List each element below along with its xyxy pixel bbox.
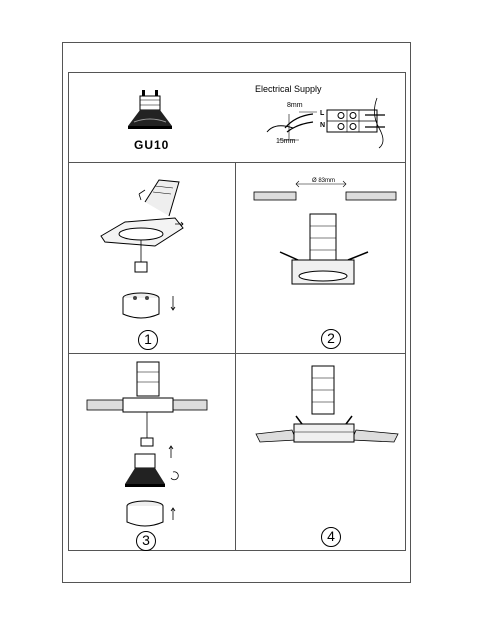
lamp-type-label: GU10 <box>134 138 170 152</box>
strip-length-label: 8mm <box>287 102 303 109</box>
terminal-l-label: L <box>320 110 325 117</box>
step-number-2: 2 <box>321 329 341 349</box>
step4-installed-fitting-illustration <box>252 362 402 457</box>
column-divider <box>235 162 236 551</box>
step3-lamp-insertion-illustration <box>85 360 210 535</box>
step1-fitting-illustration <box>95 172 195 322</box>
gu10-lamp-icon <box>120 88 180 138</box>
row-divider <box>68 353 406 354</box>
step-number-3: 3 <box>136 531 156 551</box>
step-number-1: 1 <box>138 330 158 350</box>
terminal-n-label: N <box>320 122 326 129</box>
step-number-4: 4 <box>321 527 341 547</box>
cutout-diameter-label: Ø 83mm <box>312 178 336 184</box>
electrical-supply-title: Electrical Supply <box>255 84 322 94</box>
header-divider <box>68 162 406 163</box>
lead-length-label: 15mm <box>276 138 296 145</box>
step2-ceiling-cutout-illustration <box>250 176 400 291</box>
